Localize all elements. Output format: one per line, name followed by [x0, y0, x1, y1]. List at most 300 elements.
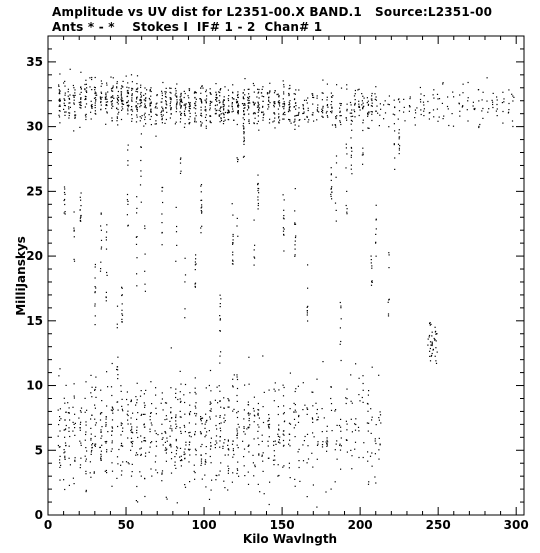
data-point [283, 413, 284, 414]
data-point [340, 124, 341, 125]
data-point [95, 264, 96, 265]
data-point [206, 114, 207, 115]
data-point [141, 92, 142, 93]
data-point [278, 109, 279, 110]
data-point [317, 441, 318, 442]
data-point [243, 114, 244, 115]
data-point [269, 424, 270, 425]
data-point [376, 100, 377, 101]
data-point [346, 144, 347, 145]
data-point [435, 331, 436, 332]
data-point [150, 416, 151, 417]
data-point [283, 405, 284, 406]
data-point [171, 452, 172, 453]
data-point [268, 420, 269, 421]
data-point [371, 120, 372, 121]
data-point [202, 479, 203, 480]
data-point [332, 124, 333, 125]
data-point [294, 256, 295, 257]
data-point [117, 374, 118, 375]
data-point [189, 442, 190, 443]
data-point [347, 452, 348, 453]
data-point [176, 96, 177, 97]
data-point [144, 437, 145, 438]
data-point [442, 83, 443, 84]
data-point [81, 92, 82, 93]
data-point [195, 431, 196, 432]
data-point [136, 244, 137, 245]
data-point [69, 94, 70, 95]
data-point [215, 113, 216, 114]
data-point [282, 103, 283, 104]
data-point [112, 120, 113, 121]
data-point [189, 435, 190, 436]
data-point [74, 236, 75, 237]
data-point [453, 126, 454, 127]
data-point [371, 100, 372, 101]
data-point [409, 98, 410, 99]
data-point [358, 101, 359, 102]
data-point [254, 256, 255, 257]
data-point [136, 402, 137, 403]
data-point [361, 93, 362, 94]
data-point [308, 458, 309, 459]
data-point [234, 374, 235, 375]
data-point [289, 119, 290, 120]
data-point [81, 412, 82, 413]
data-point [295, 254, 296, 255]
data-point [185, 258, 186, 259]
data-point [211, 122, 212, 123]
data-point [95, 387, 96, 388]
data-point [186, 103, 187, 104]
data-point [243, 133, 244, 134]
data-point [74, 111, 75, 112]
data-point [492, 107, 493, 108]
data-point [181, 465, 182, 466]
data-point [170, 444, 171, 445]
data-point [123, 104, 124, 105]
data-point [340, 306, 341, 307]
data-point [435, 360, 436, 361]
data-point [378, 375, 379, 376]
data-point [64, 188, 65, 189]
data-point [59, 459, 60, 460]
data-point [101, 247, 102, 248]
data-point [189, 123, 190, 124]
data-point [195, 264, 196, 265]
data-point [248, 402, 249, 403]
data-point [85, 398, 86, 399]
data-point [368, 481, 369, 482]
data-point [331, 410, 332, 411]
data-point [253, 408, 254, 409]
data-point [371, 268, 372, 269]
data-point [278, 441, 279, 442]
data-point [112, 419, 113, 420]
data-point [223, 123, 224, 124]
data-point [224, 104, 225, 105]
data-point [195, 377, 196, 378]
data-point [180, 371, 181, 372]
data-point [135, 105, 136, 106]
data-point [164, 91, 165, 92]
data-point [223, 108, 224, 109]
data-point [258, 409, 259, 410]
data-point [151, 424, 152, 425]
data-point [352, 403, 353, 404]
data-point [512, 95, 513, 96]
data-point [432, 344, 433, 345]
data-point [317, 98, 318, 99]
data-point [74, 435, 75, 436]
data-point [372, 93, 373, 94]
data-point [117, 102, 118, 103]
data-point [221, 120, 222, 121]
data-point [368, 390, 369, 391]
data-point [194, 118, 195, 119]
data-point [351, 157, 352, 158]
data-point [363, 442, 364, 443]
data-point [224, 96, 225, 97]
data-point [131, 101, 132, 102]
data-point [233, 409, 234, 410]
data-point [221, 422, 222, 423]
data-point [161, 403, 162, 404]
data-point [243, 137, 244, 138]
data-point [364, 98, 365, 99]
data-point [268, 458, 269, 459]
data-point [341, 115, 342, 116]
data-point [202, 423, 203, 424]
data-point [394, 130, 395, 131]
data-point [64, 98, 65, 99]
data-point [423, 111, 424, 112]
data-point [131, 442, 132, 443]
data-point [136, 257, 137, 258]
data-point [184, 111, 185, 112]
data-point [314, 436, 315, 437]
data-point [127, 201, 128, 202]
data-point [171, 107, 172, 108]
data-point [181, 456, 182, 457]
data-point [437, 94, 438, 95]
data-point [181, 95, 182, 96]
data-point [448, 108, 449, 109]
data-point [170, 407, 171, 408]
data-point [394, 106, 395, 107]
data-point [262, 461, 263, 462]
data-point [170, 446, 171, 447]
data-point [100, 459, 101, 460]
data-point [140, 146, 141, 147]
data-point [151, 116, 152, 117]
data-point [228, 448, 229, 449]
data-point [359, 89, 360, 90]
data-point [120, 385, 121, 386]
data-point [127, 199, 128, 200]
data-point [339, 425, 340, 426]
data-point [237, 161, 238, 162]
data-point [86, 450, 87, 451]
data-point [295, 89, 296, 90]
data-point [164, 419, 165, 420]
data-point [68, 108, 69, 109]
data-point [201, 463, 202, 464]
data-point [78, 418, 79, 419]
data-point [331, 196, 332, 197]
data-point [307, 312, 308, 313]
data-point [339, 112, 340, 113]
x-tick-label: 250 [425, 518, 451, 532]
data-point [420, 101, 421, 102]
data-point [278, 96, 279, 97]
data-point [306, 100, 307, 101]
data-point [155, 455, 156, 456]
data-point [399, 138, 400, 139]
data-point [161, 480, 162, 481]
data-point [86, 87, 87, 88]
data-point [117, 426, 118, 427]
data-point [305, 436, 306, 437]
data-point [100, 419, 101, 420]
data-point [90, 438, 91, 439]
data-point [194, 434, 195, 435]
data-point [140, 97, 141, 98]
data-point [299, 449, 300, 450]
data-point [244, 107, 245, 108]
data-point [238, 424, 239, 425]
data-point [244, 428, 245, 429]
data-point [327, 105, 328, 106]
data-point [122, 461, 123, 462]
data-point [188, 432, 189, 433]
data-point [166, 415, 167, 416]
data-point [95, 287, 96, 288]
data-point [278, 436, 279, 437]
data-point [80, 72, 81, 73]
data-point [463, 84, 464, 85]
data-point [86, 114, 87, 115]
data-point [100, 98, 101, 99]
data-point [274, 120, 275, 121]
data-point [351, 124, 352, 125]
data-point [144, 407, 145, 408]
data-point [233, 450, 234, 451]
data-point [322, 80, 323, 81]
data-point [237, 218, 238, 219]
data-point [215, 425, 216, 426]
data-point [146, 89, 147, 90]
data-point [201, 455, 202, 456]
data-point [132, 81, 133, 82]
data-point [403, 99, 404, 100]
data-point [237, 437, 238, 438]
data-point [141, 99, 142, 100]
data-point [136, 196, 137, 197]
data-point [331, 111, 332, 112]
data-point [327, 441, 328, 442]
data-point [120, 465, 121, 466]
data-point [170, 101, 171, 102]
data-point [262, 435, 263, 436]
data-point [447, 106, 448, 107]
data-point [303, 460, 304, 461]
data-point [341, 103, 342, 104]
data-point [295, 235, 296, 236]
data-point [175, 428, 176, 429]
data-point [367, 102, 368, 103]
data-point [101, 214, 102, 215]
data-point [486, 101, 487, 102]
data-point [94, 390, 95, 391]
data-point [105, 108, 106, 109]
data-point [64, 212, 65, 213]
data-point [137, 89, 138, 90]
data-point [121, 295, 122, 296]
data-point [166, 92, 167, 93]
data-point [80, 97, 81, 98]
data-point [75, 95, 76, 96]
data-point [372, 417, 373, 418]
data-point [389, 95, 390, 96]
data-point [195, 108, 196, 109]
data-point [340, 444, 341, 445]
data-point [150, 103, 151, 104]
data-point [86, 459, 87, 460]
data-point [121, 91, 122, 92]
data-point [85, 447, 86, 448]
data-point [360, 109, 361, 110]
data-point [415, 112, 416, 113]
data-point [204, 436, 205, 437]
data-point [95, 315, 96, 316]
data-point [244, 94, 245, 95]
data-point [371, 259, 372, 260]
data-point [274, 101, 275, 102]
data-point [86, 92, 87, 93]
data-point [452, 92, 453, 93]
data-point [81, 215, 82, 216]
data-point [176, 231, 177, 232]
data-point [137, 107, 138, 108]
data-point [194, 479, 195, 480]
data-point [258, 453, 259, 454]
data-point [399, 137, 400, 138]
data-point [224, 114, 225, 115]
data-point [258, 188, 259, 189]
data-point [189, 110, 190, 111]
data-point [303, 105, 304, 106]
data-point [341, 360, 342, 361]
data-point [370, 456, 371, 457]
data-point [171, 428, 172, 429]
data-point [166, 419, 167, 420]
data-point [443, 82, 444, 83]
data-point [136, 114, 137, 115]
data-point [91, 454, 92, 455]
data-point [326, 99, 327, 100]
data-point [258, 427, 259, 428]
data-point [323, 93, 324, 94]
data-point [140, 170, 141, 171]
data-point [219, 114, 220, 115]
data-point [367, 113, 368, 114]
data-point [150, 112, 151, 113]
data-point [242, 441, 243, 442]
data-point [131, 114, 132, 115]
data-point [283, 93, 284, 94]
data-point [430, 348, 431, 349]
data-point [262, 120, 263, 121]
data-point [69, 407, 70, 408]
data-point [206, 431, 207, 432]
data-point [59, 467, 60, 468]
data-point [149, 98, 150, 99]
data-point [185, 431, 186, 432]
data-point [91, 450, 92, 451]
data-point [201, 420, 202, 421]
data-point [106, 249, 107, 250]
data-point [363, 154, 364, 155]
data-point [170, 93, 171, 94]
data-point [275, 90, 276, 91]
data-point [278, 429, 279, 430]
data-point [228, 449, 229, 450]
y-tick-label: 5 [34, 443, 43, 458]
data-point [229, 112, 230, 113]
data-point [340, 341, 341, 342]
data-point [363, 103, 364, 104]
data-point [351, 147, 352, 148]
data-point [137, 88, 138, 89]
data-point [121, 425, 122, 426]
data-point [111, 451, 112, 452]
data-point [79, 94, 80, 95]
data-point [279, 437, 280, 438]
data-point [118, 103, 119, 104]
data-point [170, 105, 171, 106]
data-point [167, 499, 168, 500]
data-point [94, 89, 95, 90]
data-point [205, 486, 206, 487]
data-point [100, 390, 101, 391]
data-point [371, 285, 372, 286]
data-point [429, 112, 430, 113]
data-point [184, 281, 185, 282]
data-point [375, 234, 376, 235]
data-point [264, 493, 265, 494]
data-point [236, 225, 237, 226]
data-point [478, 100, 479, 101]
data-point [195, 424, 196, 425]
data-point [59, 105, 60, 106]
data-point [327, 437, 328, 438]
data-point [228, 407, 229, 408]
data-point [243, 98, 244, 99]
data-point [399, 129, 400, 130]
data-point [312, 422, 313, 423]
data-point [368, 111, 369, 112]
data-point [257, 438, 258, 439]
data-point [74, 424, 75, 425]
data-point [216, 98, 217, 99]
data-point [283, 80, 284, 81]
data-point [263, 114, 264, 115]
data-point [383, 104, 384, 105]
data-point [371, 99, 372, 100]
data-point [118, 97, 119, 98]
